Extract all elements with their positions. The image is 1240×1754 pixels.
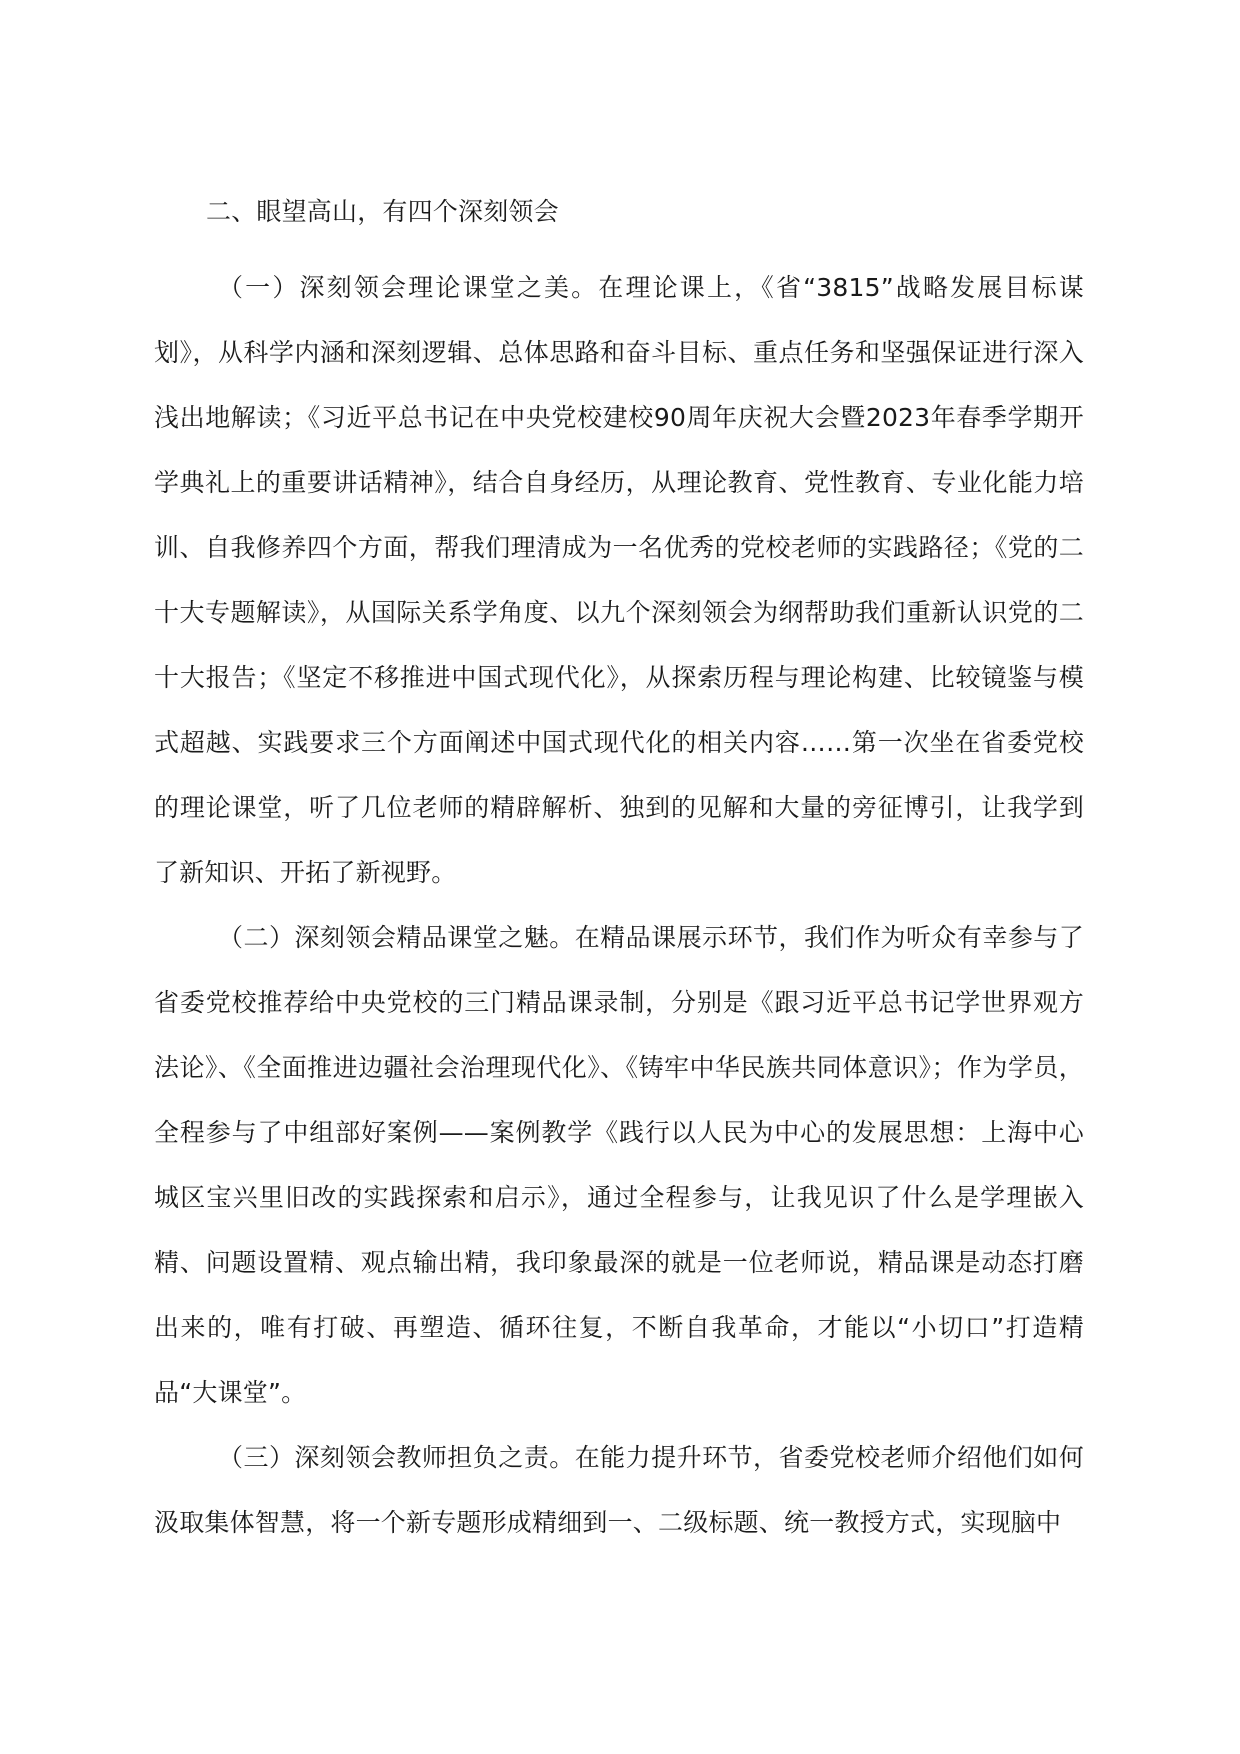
paragraph-teacher-responsibility: （三）深刻领会教师担负之责。在能力提升环节，省委党校老师介绍他们如何汲取集体智慧，将一个新专题形成精细到一、二级标题、统一教授方式，实现脑中	[154, 1443, 1084, 1537]
document-body	[154, 188, 1084, 1555]
paragraph-theory-classroom: （一）深刻领会理论课堂之美。在理论课上，《省“3815”战略发展目标谋划》，从科学内涵和深刻逻辑、总体思路和奋斗目标、重点任务和坚强保证进行深入浅出地解读；《习近平总书记在中央党校建校90周年庆祝大会暨2023年春季学期开学典礼上的重要讲话精神》，结合自身经历，从理论教育、党性教育、专业化能力培训、自我修养四个方面，帮我们理清成为一名优秀的党校老师的实践路径；《党的二十大专题解读》，从国际关系学角度、以九个深刻领会为纲帮助我们重新认识党的二十大报告；《坚定不移推进中国式现代化》，从探索历程与理论构建、比较镜鉴与模式超越、实践要求三个方面阐述中国式现代化的相关内容……第一次坐在省委党校的理论课堂，听了几位老师的精辟解析、独到的见解和大量的旁征博引，让我学到了新知识、开拓了新视野。	[154, 273, 1084, 887]
paragraph-quality-classroom: （二）深刻领会精品课堂之魅。在精品课展示环节，我们作为听众有幸参与了省委党校推荐给中央党校的三门精品课录制，分别是《跟习近平总书记学世界观方法论》、《全面推进边疆社会治理现代化》、《铸牢中华民族共同体意识》；作为学员，全程参与了中组部好案例——案例教学《践行以人民为中心的发展思想：上海中心城区宝兴里旧改的实践探索和启示》，通过全程参与，让我见识了什么是学理嵌入精、问题设置精、观点输出精，我印象最深的就是一位老师说，精品课是动态打磨出来的，唯有打破、再塑造、循环往复，不断自我革命，才能以“小切口”打造精品“大课堂”。	[154, 923, 1084, 1407]
section-heading: 二、眼望高山，有四个深刻领会	[206, 197, 559, 226]
